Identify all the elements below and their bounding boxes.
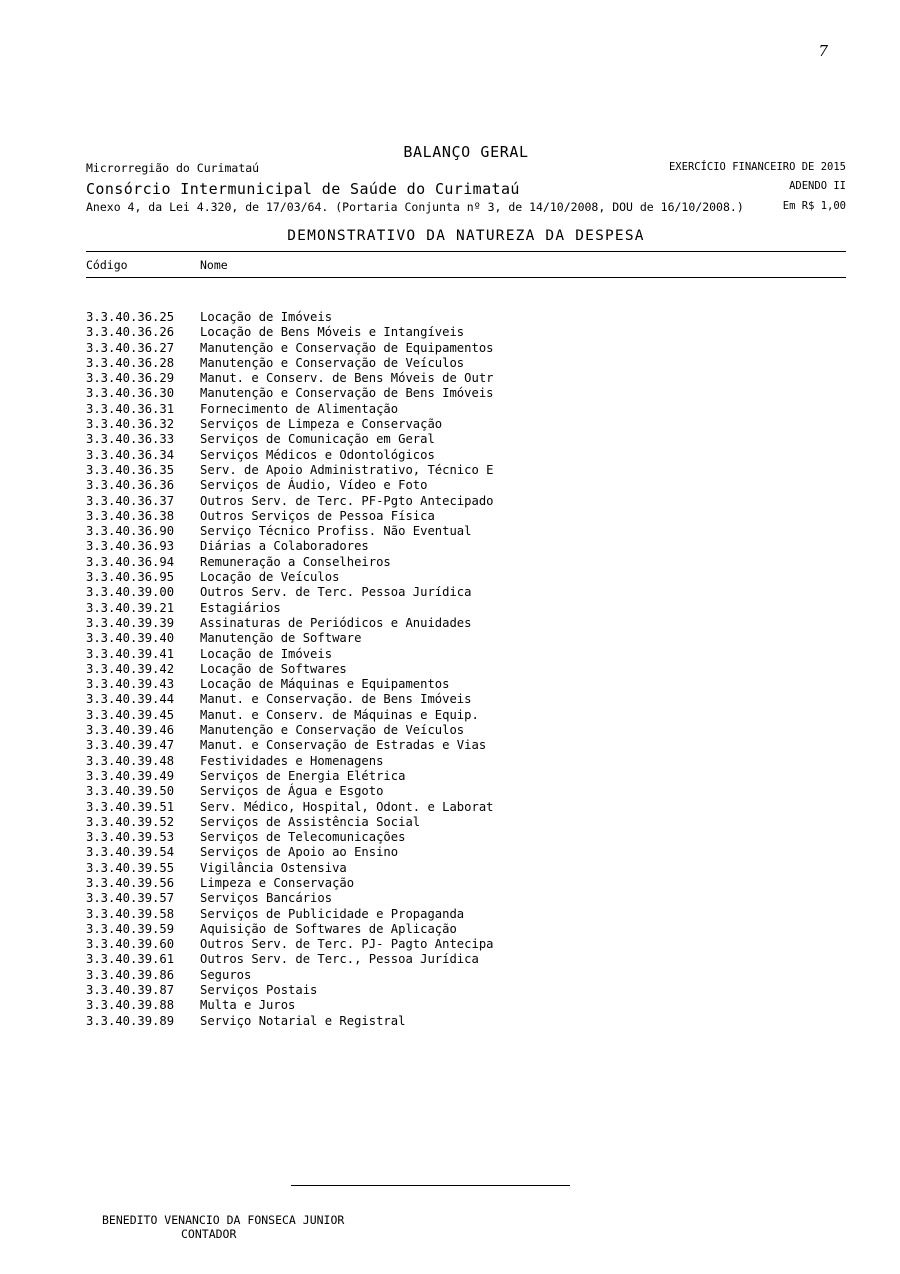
row-code: 3.3.40.39.57 [86,891,175,906]
row-name: Serviços Médicos e Odontológicos [200,447,435,462]
row-code: 3.3.40.39.50 [86,784,175,799]
table-row [86,968,846,983]
row-name: Locação de Imóveis [200,646,333,661]
row-name: Serviços Bancários [200,891,333,906]
row-code: 3.3.40.36.93 [86,539,175,554]
row-name: Locação de Softwares [200,661,347,676]
row-name: Serviço Técnico Profiss. Não Eventual [200,524,472,539]
row-code: 3.3.40.36.37 [86,493,175,508]
row-name: Assinaturas de Periódicos e Anuidades [200,615,472,630]
signature-block [86,1185,846,1241]
row-name: Manutenção e Conservação de Veículos [200,355,465,370]
table-row [86,784,846,799]
table-row [86,1014,846,1029]
legal-reference: Anexo 4, da Lei 4.320, de 17/03/64. (Portaria Conjunta nº 3, de 14/10/2008, DOU de 16/10/2008.) [86,200,744,214]
document-title: BALANÇO GERAL [403,143,529,161]
header-divider [86,251,846,255]
row-code: 3.3.40.39.47 [86,738,175,753]
row-code: 3.3.40.39.49 [86,768,175,783]
table-row [86,539,846,554]
header-line-2 [86,180,846,200]
signatory-name: BENEDITO VENANCIO DA FONSECA JUNIOR [102,1213,345,1227]
entity-name: Consórcio Intermunicipal de Saúde do Curimataú [86,180,520,198]
table-row [86,922,846,937]
row-name: Serviços de Comunicação em Geral [200,432,435,447]
row-name: Serviços de Apoio ao Ensino [200,845,399,860]
row-code: 3.3.40.39.56 [86,875,175,890]
row-code: 3.3.40.39.52 [86,814,175,829]
row-code: 3.3.40.36.94 [86,554,175,569]
row-code: 3.3.40.39.61 [86,952,175,967]
row-code: 3.3.40.39.58 [86,906,175,921]
column-header-codigo: Código [86,258,128,272]
row-name: Manut. e Conserv. de Bens Móveis de Outr [200,371,494,386]
table-row [86,402,846,417]
row-code: 3.3.40.39.43 [86,677,175,692]
table-row [86,341,846,356]
row-code: 3.3.40.36.30 [86,386,175,401]
row-code: 3.3.40.36.26 [86,325,175,340]
row-code: 3.3.40.36.33 [86,432,175,447]
row-name: Manutenção e Conservação de Veículos [200,723,465,738]
row-code: 3.3.40.39.51 [86,799,175,814]
row-name: Manutenção e Conservação de Equipamentos [200,340,494,355]
table-row [86,494,846,509]
table-row [86,570,846,585]
table-row [86,800,846,815]
table-row [86,325,846,340]
table-row [86,417,846,432]
region-label: Microrregião do Curimataú [86,161,260,175]
row-name: Locação de Máquinas e Equipamentos [200,677,450,692]
table-row [86,601,846,616]
table-row [86,662,846,677]
document-body [86,143,846,1029]
table-row [86,432,846,447]
table-row [86,754,846,769]
row-name: Serviços de Telecomunicações [200,830,406,845]
row-code: 3.3.40.39.89 [86,1013,175,1028]
row-code: 3.3.40.39.87 [86,983,175,998]
row-name: Serviços de Publicidade e Propaganda [200,906,465,921]
row-code: 3.3.40.39.42 [86,661,175,676]
section-title: DEMONSTRATIVO DA NATUREZA DA DESPESA [287,228,645,244]
row-name: Remuneração a Conselheiros [200,554,391,569]
signature-line-right [343,1185,570,1186]
row-code: 3.3.40.36.36 [86,478,175,493]
row-code: 3.3.40.39.21 [86,600,175,615]
signature-lines [86,1185,846,1199]
row-code: 3.3.40.36.38 [86,508,175,523]
header-line-1 [86,161,846,180]
table-row [86,356,846,371]
row-name: Festividades e Homenagens [200,753,384,768]
table-row [86,723,846,738]
row-code: 3.3.40.36.27 [86,340,175,355]
row-code: 3.3.40.39.41 [86,646,175,661]
table-row [86,448,846,463]
row-name: Outros Serv. de Terc. PF-Pgto Antecipado [200,493,494,508]
row-code: 3.3.40.39.55 [86,860,175,875]
row-name: Manut. e Conservação de Estradas e Vias [200,738,487,753]
row-name: Locação de Bens Móveis e Intangíveis [200,325,465,340]
row-code: 3.3.40.39.48 [86,753,175,768]
table-column-headers [86,258,846,277]
table-row [86,983,846,998]
row-name: Multa e Juros [200,998,296,1013]
row-code: 3.3.40.39.88 [86,998,175,1013]
table-row [86,998,846,1013]
table-row [86,861,846,876]
row-code: 3.3.40.39.54 [86,845,175,860]
row-code: 3.3.40.39.46 [86,723,175,738]
row-code: 3.3.40.39.86 [86,967,175,982]
row-code: 3.3.40.39.00 [86,585,175,600]
row-code: 3.3.40.36.90 [86,524,175,539]
row-name: Manut. e Conservação. de Bens Imóveis [200,692,472,707]
table-row [86,708,846,723]
row-code: 3.3.40.39.59 [86,921,175,936]
row-name: Serviços de Limpeza e Conservação [200,417,443,432]
table-row [86,845,846,860]
row-code: 3.3.40.39.44 [86,692,175,707]
row-name: Vigilância Ostensiva [200,860,347,875]
row-name: Serviços de Água e Esgoto [200,784,384,799]
row-name: Diárias a Colaboradores [200,539,369,554]
row-name: Serviços Postais [200,983,318,998]
signatory-role: CONTADOR [181,1227,237,1241]
row-name: Outros Serv. de Terc., Pessoa Jurídica [200,952,479,967]
table-row [86,524,846,539]
row-code: 3.3.40.39.39 [86,615,175,630]
table-row [86,876,846,891]
table-row [86,463,846,478]
row-code: 3.3.40.36.25 [86,310,175,324]
table-row [86,631,846,646]
row-name: Serviço Notarial e Registral [200,1013,406,1028]
table-row [86,952,846,967]
row-name: Fornecimento de Alimentação [200,401,399,416]
table-row [86,478,846,493]
page-number: 7 [818,42,828,60]
row-name: Estagiários [200,600,281,615]
table-row [86,937,846,952]
row-code: 3.3.40.36.31 [86,401,175,416]
table-row [86,692,846,707]
row-name: Serv. Médico, Hospital, Odont. e Laborat [200,799,494,814]
row-name: Manutenção de Software [200,631,362,646]
column-header-divider [86,277,846,278]
row-name: Manut. e Conserv. de Máquinas e Equip. [200,707,479,722]
table-row [86,386,846,401]
row-name: Locação de Veículos [200,570,340,585]
row-code: 3.3.40.36.95 [86,570,175,585]
row-code: 3.3.40.39.40 [86,631,175,646]
table-row [86,830,846,845]
row-code: 3.3.40.36.28 [86,355,175,370]
row-name: Outros Serv. de Terc. Pessoa Jurídica [200,585,472,600]
expense-table [86,310,846,1029]
row-name: Manutenção e Conservação de Bens Imóveis [200,386,494,401]
row-code: 3.3.40.36.32 [86,417,175,432]
row-code: 3.3.40.39.60 [86,937,175,952]
row-code: 3.3.40.39.45 [86,707,175,722]
table-row [86,647,846,662]
fiscal-year-label: EXERCÍCIO FINANCEIRO DE 2015 [668,161,846,173]
row-code: 3.3.40.36.35 [86,462,175,477]
row-name: Seguros [200,967,252,982]
table-row [86,677,846,692]
row-name: Outros Serv. de Terc. PJ- Pagto Antecipa [200,937,494,952]
table-row [86,310,846,325]
table-row [86,585,846,600]
table-row [86,555,846,570]
row-name: Serviços de Assistência Social [200,814,421,829]
column-header-nome: Nome [200,258,228,272]
table-row [86,769,846,784]
row-name: Serviços de Energia Elétrica [200,768,406,783]
table-row [86,616,846,631]
table-row [86,738,846,753]
row-name: Serviços de Áudio, Vídeo e Foto [200,478,428,493]
currency-label: Em R$ 1,00 [782,200,846,212]
row-name: Outros Serviços de Pessoa Física [200,508,435,523]
row-name: Serv. de Apoio Administrativo, Técnico E [200,462,494,477]
row-name: Aquisição de Softwares de Aplicação [200,921,457,936]
row-code: 3.3.40.36.29 [86,371,175,386]
table-row [86,371,846,386]
row-code: 3.3.40.39.53 [86,830,175,845]
row-name: Limpeza e Conservação [200,875,355,890]
header-line-3 [86,200,846,222]
row-name: Locação de Imóveis [200,310,333,324]
table-row [86,891,846,906]
table-row [86,509,846,524]
row-code: 3.3.40.36.34 [86,447,175,462]
table-row [86,815,846,830]
table-row [86,907,846,922]
addendum-label: ADENDO II [789,180,846,192]
